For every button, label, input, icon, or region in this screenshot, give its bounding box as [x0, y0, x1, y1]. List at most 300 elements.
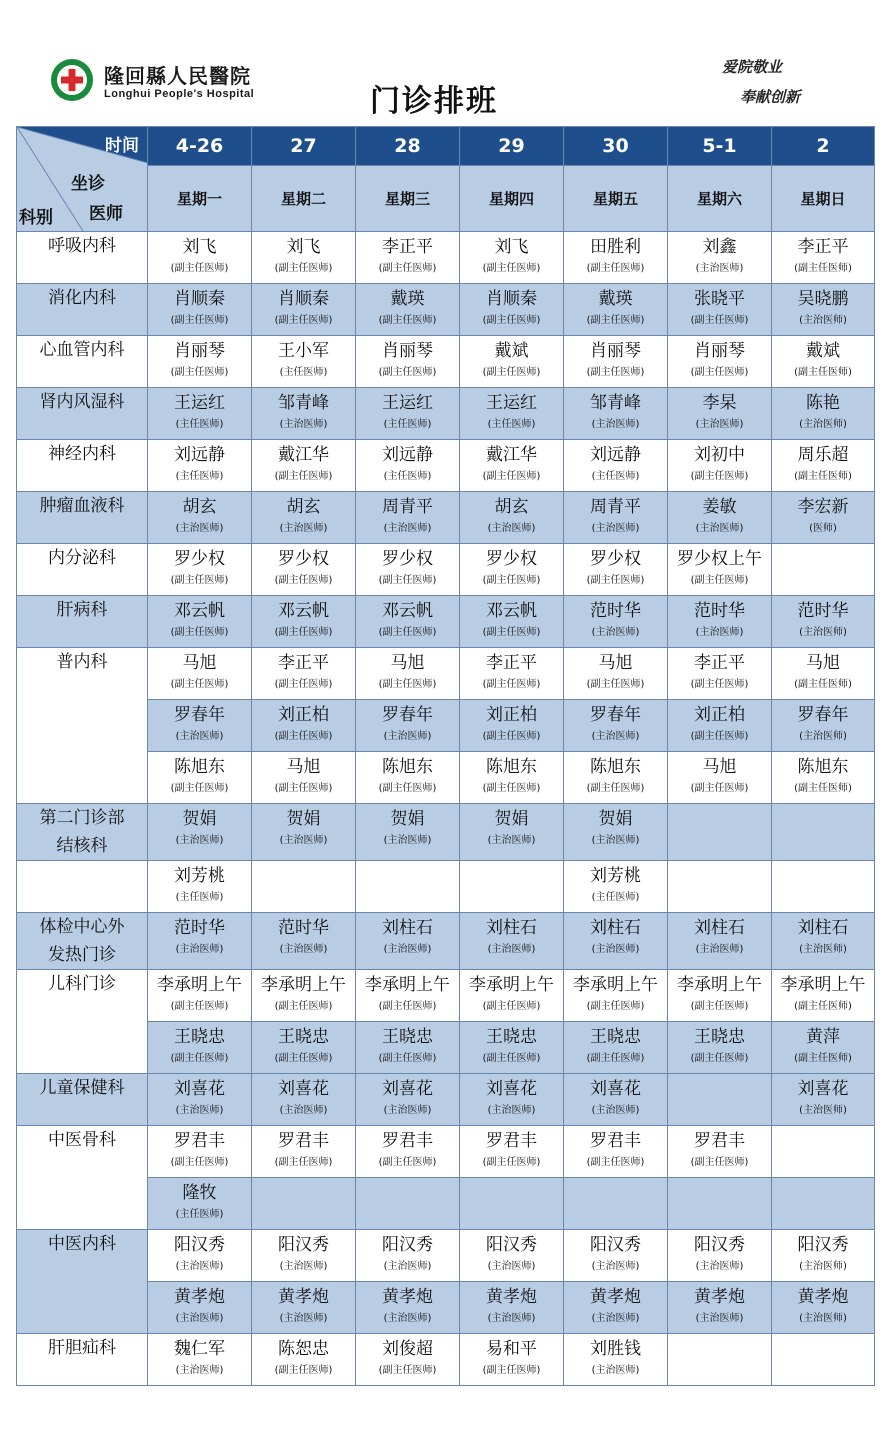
doctor-title: (主任医师) — [383, 471, 432, 482]
schedule-cell — [356, 1334, 460, 1386]
schedule-cell — [564, 492, 668, 544]
doctor-title: (副主任医师) — [170, 679, 229, 690]
doctor-name: 肖丽琴 — [174, 341, 225, 361]
schedule-cell — [564, 440, 668, 492]
doctor-title: (主治医师) — [591, 419, 640, 430]
schedule-cell — [356, 544, 460, 596]
schedule-cell — [252, 336, 356, 388]
schedule-cell — [356, 1022, 460, 1074]
doctor-name: 李正平 — [486, 653, 537, 673]
department-name: 肝胆疝科 — [17, 1334, 148, 1386]
doctor-title: (主治医师) — [383, 1261, 432, 1272]
schedule-cell — [460, 1334, 564, 1386]
schedule-cell — [356, 861, 460, 913]
doctor-name: 陈旭东 — [797, 757, 849, 777]
doctor-name: 周青平 — [382, 497, 433, 517]
doctor-name: 罗君丰 — [174, 1131, 225, 1151]
schedule-cell — [148, 388, 252, 440]
doctor-name: 刘柱石 — [590, 918, 641, 938]
schedule-cell — [460, 1178, 564, 1230]
doctor-title: (主治医师) — [799, 315, 847, 326]
schedule-cell — [772, 1334, 875, 1386]
doctor-name: 黄孝炮 — [694, 1287, 745, 1307]
schedule-cell — [564, 861, 668, 913]
schedule-cell — [252, 1126, 356, 1178]
schedule-cell — [668, 544, 772, 596]
doctor-name: 刘远静 — [590, 445, 641, 465]
schedule-cell — [668, 804, 772, 861]
doctor-name: 田胜利 — [590, 237, 641, 257]
date-header-row — [17, 127, 875, 166]
doctor-name: 邹青峰 — [278, 393, 329, 413]
schedule-cell — [460, 440, 564, 492]
doctor-title: (主治医师) — [591, 944, 640, 955]
doctor-title: (主治医师) — [799, 627, 847, 638]
doctor-title: (副主任医师) — [170, 315, 229, 326]
schedule-row — [17, 1334, 875, 1386]
doctor-title: (副主任医师) — [482, 1365, 541, 1376]
department-name: 呼吸内科 — [17, 232, 148, 284]
doctor-title: (副主任医师) — [690, 783, 749, 794]
doctor-name: 贺娟 — [390, 809, 425, 829]
doctor-name: 戴斌 — [494, 341, 529, 361]
doctor-name: 范时华 — [174, 918, 225, 938]
date-cell: 4-26 — [148, 127, 252, 166]
weekday-cell: 星期五 — [564, 166, 668, 232]
doctor-title: (副主任医师) — [794, 783, 852, 794]
doctor-title: (副主任医师) — [690, 1053, 749, 1064]
schedule-cell — [356, 1230, 460, 1282]
schedule-cell — [356, 1178, 460, 1230]
doctor-title: (主治医师) — [279, 419, 328, 430]
schedule-cell — [148, 1074, 252, 1126]
doctor-title: (主治医师) — [487, 1105, 536, 1116]
doctor-name: 罗君丰 — [278, 1131, 329, 1151]
schedule-cell — [148, 1334, 252, 1386]
weekday-cell: 星期日 — [772, 166, 875, 232]
date-cell: 27 — [252, 127, 356, 166]
doctor-name: 陈旭东 — [486, 757, 537, 777]
doctor-title: (副主任医师) — [378, 679, 437, 690]
doctor-name: 吴晓鹏 — [797, 289, 849, 309]
doctor-title: (副主任医师) — [794, 1001, 852, 1012]
schedule-cell — [252, 1282, 356, 1334]
schedule-cell — [460, 752, 564, 804]
schedule-cell — [460, 804, 564, 861]
schedule-cell — [564, 1334, 668, 1386]
doctor-title: (主治医师) — [279, 1313, 328, 1324]
department-name: 肿瘤血液科 — [17, 492, 148, 544]
schedule-cell — [668, 1074, 772, 1126]
doctor-title: (主任医师) — [175, 419, 224, 430]
doctor-name: 马旭 — [286, 757, 321, 777]
doctor-name: 阳汉秀 — [694, 1235, 745, 1255]
doctor-name: 阳汉秀 — [797, 1235, 849, 1255]
doctor-title: (副主任医师) — [794, 263, 852, 274]
date-cell: 2 — [772, 127, 875, 166]
doctor-name: 黄孝炮 — [174, 1287, 225, 1307]
doctor-title: (医师) — [809, 523, 837, 534]
doctor-title: (副主任医师) — [378, 315, 437, 326]
doctor-title: (副主任医师) — [482, 367, 541, 378]
schedule-cell — [564, 1126, 668, 1178]
schedule-cell — [772, 1282, 875, 1334]
doctor-name: 王晓忠 — [174, 1027, 225, 1047]
doctor-title: (副主任医师) — [378, 1365, 437, 1376]
doctor-name: 刘俊超 — [382, 1339, 433, 1359]
schedule-cell — [356, 232, 460, 284]
schedule-cell — [356, 752, 460, 804]
doctor-title: (主治医师) — [695, 627, 744, 638]
doctor-title: (主治医师) — [175, 1313, 224, 1324]
doctor-name: 范时华 — [590, 601, 641, 621]
doctor-name: 陈恕忠 — [278, 1339, 329, 1359]
schedule-cell — [564, 752, 668, 804]
doctor-name: 贺娟 — [598, 809, 633, 829]
schedule-cell — [460, 700, 564, 752]
doctor-name: 戴斌 — [806, 341, 840, 361]
schedule-cell — [564, 970, 668, 1022]
schedule-cell — [148, 700, 252, 752]
department-name: 中医内科 — [17, 1230, 148, 1334]
doctor-title: (副主任医师) — [274, 679, 333, 690]
schedule-body — [17, 232, 875, 1386]
schedule-row — [17, 970, 875, 1022]
schedule-cell — [252, 492, 356, 544]
weekday-cell: 星期三 — [356, 166, 460, 232]
doctor-name: 阳汉秀 — [486, 1235, 537, 1255]
doctor-name: 胡玄 — [494, 497, 529, 517]
doctor-name: 马旭 — [702, 757, 737, 777]
schedule-cell — [772, 1022, 875, 1074]
schedule-cell — [668, 861, 772, 913]
schedule-cell — [668, 492, 772, 544]
schedule-cell — [148, 440, 252, 492]
schedule-cell — [148, 232, 252, 284]
department-name: 体检中心外 发热门诊 — [17, 913, 148, 970]
schedule-cell — [564, 596, 668, 648]
schedule-cell — [148, 544, 252, 596]
schedule-cell — [148, 1022, 252, 1074]
doctor-name: 刘喜花 — [382, 1079, 433, 1099]
corner-header — [17, 127, 148, 232]
doctor-title: (副主任医师) — [482, 1001, 541, 1012]
doctor-title: (副主任医师) — [378, 627, 437, 638]
doctor-name: 李正平 — [278, 653, 329, 673]
schedule-row — [17, 861, 875, 913]
doctor-title: (副主任医师) — [482, 315, 541, 326]
doctor-title: (副主任医师) — [274, 731, 333, 742]
doctor-title: (主治医师) — [383, 731, 432, 742]
doctor-title: (主治医师) — [487, 944, 536, 955]
schedule-cell — [564, 388, 668, 440]
schedule-cell — [148, 596, 252, 648]
schedule-row — [17, 440, 875, 492]
doctor-title: (主治医师) — [799, 1313, 847, 1324]
doctor-title: (主治医师) — [695, 1313, 744, 1324]
department-name: 肝病科 — [17, 596, 148, 648]
doctor-name: 罗少权 — [486, 549, 537, 569]
schedule-cell — [668, 596, 772, 648]
doctor-name: 邓云帆 — [174, 601, 225, 621]
doctor-name: 刘鑫 — [702, 237, 737, 257]
doctor-title: (副主任医师) — [586, 263, 645, 274]
page-title: 门诊排班 — [370, 84, 498, 119]
schedule-cell — [148, 804, 252, 861]
doctor-name: 阳汉秀 — [174, 1235, 225, 1255]
doctor-name: 周青平 — [590, 497, 641, 517]
doctor-name: 罗君丰 — [694, 1131, 745, 1151]
doctor-name: 罗少权 — [590, 549, 641, 569]
doctor-name: 贺娟 — [182, 809, 217, 829]
doctor-name: 肖丽琴 — [590, 341, 641, 361]
schedule-row — [17, 544, 875, 596]
doctor-name: 罗少权上午 — [677, 549, 762, 569]
doctor-title: (副主任医师) — [482, 731, 541, 742]
doctor-title: (主治医师) — [487, 835, 536, 846]
schedule-cell — [668, 284, 772, 336]
schedule-row — [17, 388, 875, 440]
schedule-cell — [148, 1126, 252, 1178]
doctor-name: 黄孝炮 — [278, 1287, 329, 1307]
schedule-cell — [148, 913, 252, 970]
schedule-cell — [668, 388, 772, 440]
doctor-name: 肖顺秦 — [174, 289, 225, 309]
schedule-cell — [772, 1178, 875, 1230]
schedule-cell — [356, 388, 460, 440]
schedule-cell — [252, 861, 356, 913]
department-name: 内分泌科 — [17, 544, 148, 596]
schedule-cell — [772, 861, 875, 913]
doctor-name: 刘喜花 — [278, 1079, 329, 1099]
schedule-cell — [252, 1074, 356, 1126]
doctor-title: (副主任医师) — [794, 471, 852, 482]
doctor-name: 李承明上午 — [780, 975, 866, 995]
schedule-cell — [356, 804, 460, 861]
doctor-name: 刘远静 — [382, 445, 433, 465]
doctor-title: (主治医师) — [591, 1365, 640, 1376]
hospital-logo — [50, 58, 94, 102]
schedule-cell — [772, 804, 875, 861]
schedule-cell — [564, 1022, 668, 1074]
doctor-name: 刘飞 — [182, 237, 217, 257]
doctor-title: (副主任医师) — [586, 679, 645, 690]
doctor-title: (主治医师) — [175, 1261, 224, 1272]
schedule-cell — [148, 1178, 252, 1230]
doctor-title: (主治医师) — [695, 523, 744, 534]
schedule-row — [17, 492, 875, 544]
schedule-cell — [252, 648, 356, 700]
doctor-name: 马旭 — [182, 653, 217, 673]
schedule-cell — [148, 752, 252, 804]
doctor-title: (主治医师) — [279, 1261, 328, 1272]
doctor-title: (主任医师) — [591, 892, 640, 903]
doctor-name: 马旭 — [598, 653, 633, 673]
schedule-cell — [356, 596, 460, 648]
schedule-cell — [564, 648, 668, 700]
doctor-name: 李正平 — [694, 653, 745, 673]
doctor-name: 戴江华 — [486, 445, 537, 465]
corner-label-doctor-top: 坐诊 — [71, 174, 105, 194]
schedule-cell — [356, 1074, 460, 1126]
department-name: 中医骨科 — [17, 1126, 148, 1230]
doctor-name: 王晓忠 — [278, 1027, 329, 1047]
schedule-cell — [564, 700, 668, 752]
doctor-name: 黄孝炮 — [797, 1287, 849, 1307]
schedule-cell — [356, 970, 460, 1022]
doctor-title: (副主任医师) — [794, 1053, 852, 1064]
doctor-name: 刘胜钱 — [590, 1339, 641, 1359]
doctor-title: (副主任医师) — [274, 263, 333, 274]
doctor-title: (主治医师) — [799, 1261, 847, 1272]
schedule-cell — [460, 1282, 564, 1334]
motto-line-1: 爱院敬业 — [722, 58, 783, 76]
doctor-title: (主治医师) — [799, 1105, 847, 1116]
schedule-cell — [148, 861, 252, 913]
doctor-name: 范时华 — [797, 601, 849, 621]
schedule-cell — [460, 284, 564, 336]
doctor-title: (副主任医师) — [274, 627, 333, 638]
doctor-name: 戴江华 — [278, 445, 329, 465]
schedule-cell — [564, 1074, 668, 1126]
schedule-cell — [460, 1074, 564, 1126]
doctor-name: 王晓忠 — [694, 1027, 745, 1047]
doctor-name: 李承明上午 — [469, 975, 554, 995]
doctor-name: 王晓忠 — [590, 1027, 641, 1047]
doctor-name: 李承明上午 — [365, 975, 450, 995]
doctor-name: 刘正柏 — [694, 705, 745, 725]
doctor-title: (主治医师) — [591, 1313, 640, 1324]
schedule-cell — [772, 232, 875, 284]
doctor-name: 刘飞 — [494, 237, 529, 257]
doctor-name: 陈旭东 — [590, 757, 641, 777]
doctor-name: 李承明上午 — [261, 975, 346, 995]
department-name: 普内科 — [17, 648, 148, 804]
schedule-row — [17, 596, 875, 648]
doctor-title: (副主任医师) — [586, 315, 645, 326]
doctor-title: (主治医师) — [175, 731, 224, 742]
doctor-title: (副主任医师) — [274, 471, 333, 482]
doctor-name: 王运红 — [382, 393, 433, 413]
doctor-title: (副主任医师) — [274, 1053, 333, 1064]
weekday-cell: 星期二 — [252, 166, 356, 232]
doctor-title: (副主任医师) — [170, 783, 229, 794]
department-name: 肾内风湿科 — [17, 388, 148, 440]
department-name: 第二门诊部 结核科 — [17, 804, 148, 861]
doctor-title: (副主任医师) — [690, 1157, 749, 1168]
weekday-cell: 星期一 — [148, 166, 252, 232]
schedule-cell — [460, 1022, 564, 1074]
doctor-title: (副主任医师) — [482, 1157, 541, 1168]
schedule-cell — [668, 1334, 772, 1386]
schedule-cell — [460, 232, 564, 284]
doctor-name: 罗君丰 — [486, 1131, 537, 1151]
schedule-cell — [668, 1230, 772, 1282]
schedule-cell — [564, 804, 668, 861]
doctor-title: (主治医师) — [591, 523, 640, 534]
corner-label-dept: 科别 — [19, 208, 53, 228]
doctor-title: (副主任医师) — [586, 1157, 645, 1168]
doctor-name: 李正平 — [797, 237, 849, 257]
doctor-name: 贺娟 — [494, 809, 529, 829]
doctor-title: (副主任医师) — [378, 263, 437, 274]
schedule-cell — [772, 284, 875, 336]
schedule-cell — [252, 1230, 356, 1282]
schedule-cell — [772, 544, 875, 596]
doctor-title: (主治医师) — [279, 835, 328, 846]
doctor-name: 姜敏 — [702, 497, 737, 517]
schedule-cell — [148, 1282, 252, 1334]
schedule-cell — [356, 700, 460, 752]
schedule-cell — [356, 492, 460, 544]
doctor-name: 黄孝炮 — [590, 1287, 641, 1307]
doctor-title: (副主任医师) — [690, 731, 749, 742]
doctor-title: (主治医师) — [799, 419, 847, 430]
doctor-name: 魏仁军 — [174, 1339, 225, 1359]
schedule-row — [17, 1126, 875, 1178]
schedule-cell — [668, 1282, 772, 1334]
schedule-cell — [668, 1126, 772, 1178]
department-name: 神经内科 — [17, 440, 148, 492]
schedule-cell — [564, 336, 668, 388]
doctor-title: (副主任医师) — [170, 575, 229, 586]
doctor-name: 易和平 — [486, 1339, 537, 1359]
doctor-title: (副主任医师) — [482, 679, 541, 690]
schedule-cell — [668, 440, 772, 492]
doctor-title: (主治医师) — [279, 523, 328, 534]
schedule-cell — [252, 596, 356, 648]
doctor-title: (副主任医师) — [690, 315, 749, 326]
schedule-cell — [252, 232, 356, 284]
doctor-title: (副主任医师) — [482, 575, 541, 586]
doctor-name: 罗少权 — [278, 549, 329, 569]
doctor-name: 刘喜花 — [590, 1079, 641, 1099]
doctor-name: 刘飞 — [286, 237, 321, 257]
date-cell: 28 — [356, 127, 460, 166]
doctor-title: (副主任医师) — [690, 679, 749, 690]
doctor-name: 邓云帆 — [486, 601, 537, 621]
schedule-cell — [772, 388, 875, 440]
doctor-title: (副主任医师) — [690, 575, 749, 586]
schedule-cell — [356, 648, 460, 700]
doctor-name: 李承明上午 — [677, 975, 762, 995]
doctor-name: 胡玄 — [182, 497, 217, 517]
hospital-name-en: Longhui People's Hospital — [104, 88, 255, 100]
doctor-title: (副主任医师) — [378, 1053, 437, 1064]
schedule-cell — [668, 970, 772, 1022]
corner-label-time: 时间 — [105, 136, 139, 156]
schedule-cell — [668, 648, 772, 700]
doctor-name: 刘初中 — [694, 445, 745, 465]
doctor-name: 王晓忠 — [486, 1027, 537, 1047]
doctor-title: (主治医师) — [591, 835, 640, 846]
doctor-name: 罗君丰 — [590, 1131, 641, 1151]
doctor-name: 李杲 — [702, 393, 737, 413]
doctor-name: 刘柱石 — [797, 918, 849, 938]
schedule-cell — [772, 492, 875, 544]
doctor-title: (主治医师) — [175, 835, 224, 846]
doctor-name: 阳汉秀 — [278, 1235, 329, 1255]
schedule-cell — [460, 648, 564, 700]
doctor-title: (主治医师) — [383, 1313, 432, 1324]
schedule-cell — [460, 492, 564, 544]
schedule-row — [17, 804, 875, 861]
doctor-name: 罗少权 — [382, 549, 433, 569]
doctor-title: (主治医师) — [175, 523, 224, 534]
doctor-name: 周乐超 — [797, 445, 849, 465]
doctor-title: (副主任医师) — [482, 783, 541, 794]
schedule-cell — [356, 440, 460, 492]
